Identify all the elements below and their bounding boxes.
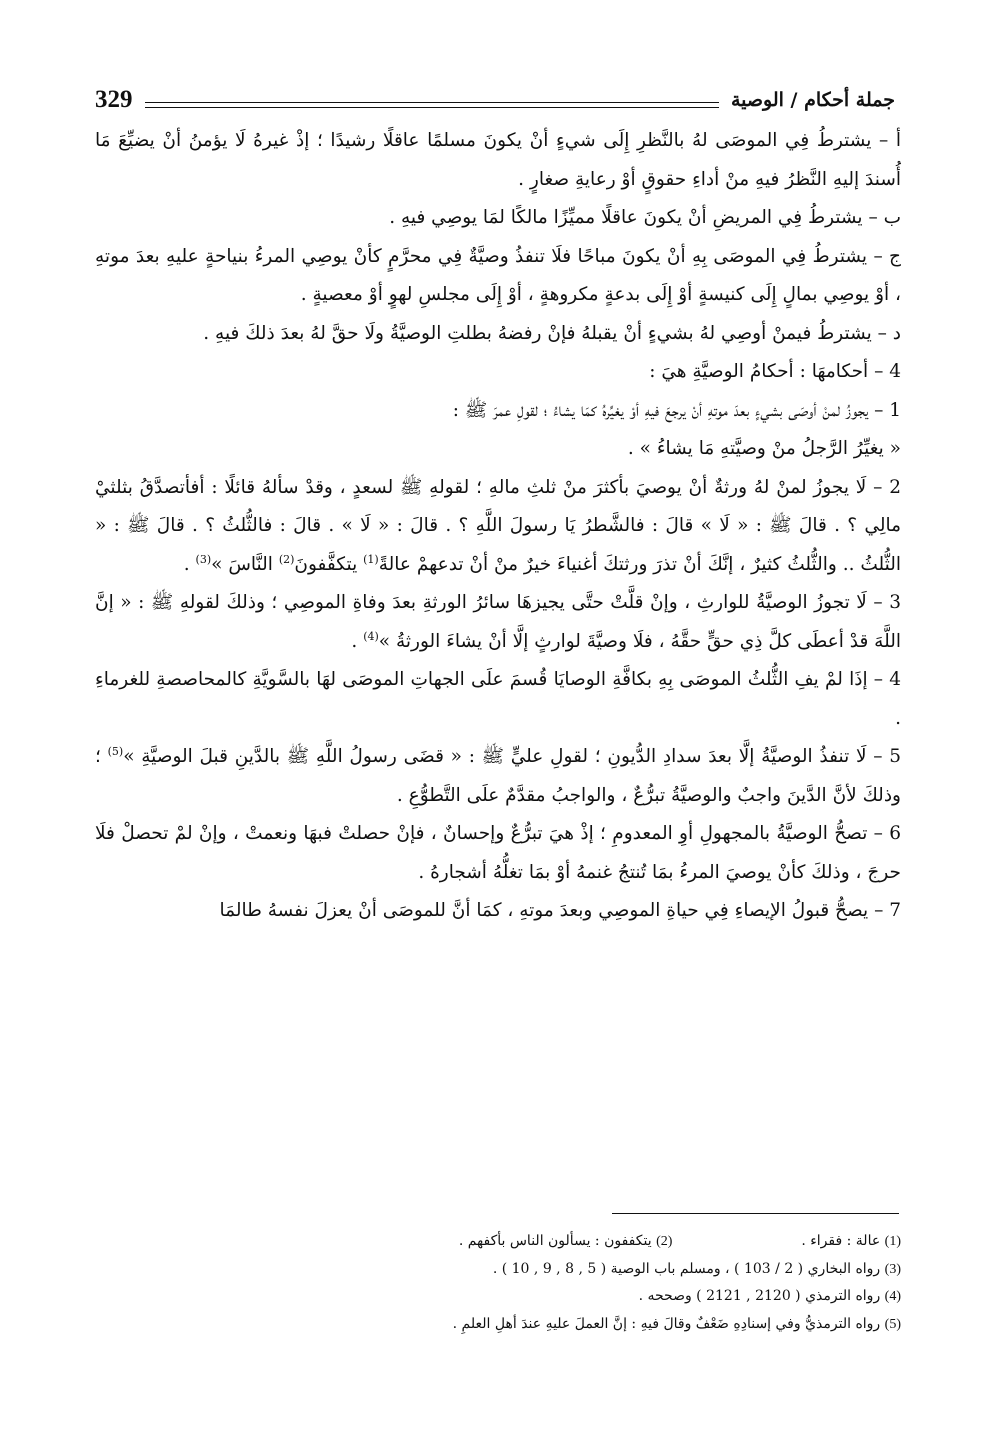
footnotes: [95, 1228, 901, 1338]
ruling-5-text: 5 – لَا تنفذُ الوصيَّةُ إلَّا بعدَ سدادِ الدُّيونِ ؛ لقولِ عليٍّ ﷺ : « قضَى رسولُ اللَّهِ ﷺ بالدَّينِ قبلَ الوصيَّةِ »: [123, 746, 902, 767]
footnote-3: رواه البخاري ( 2 / 103 ) ، ومسلم باب الوصية ( 5 , 8 , 9 , 10 ) .: [492, 1260, 881, 1277]
note-marker-2: (2): [278, 552, 295, 566]
paragraph-ruling-5: [95, 738, 901, 815]
footnote-rule: [612, 1213, 899, 1214]
note-marker-1: (1): [363, 552, 379, 566]
note-marker-4: (4): [363, 629, 379, 643]
paragraph-ruling-6: 6 – تصحُّ الوصيَّةُ بالمجهولِ أوِ المعدومِ ؛ إذْ هيَ تبرُّعٌ وإحسانٌ ، فإنْ حصلتْ فبهَا ونعمتْ ، وإنْ لمْ تحصلْ فلَا حرجَ ، وذلكَ كأنْ يوصيَ المرءُ بمَا تُنتجُ غنمهُ أوْ بمَا تغلُّهُ أشجارهُ .: [95, 823, 901, 883]
ruling-3-text: 3 – لَا تجوزُ الوصيَّةُ للوارثِ ، وإنْ قلَّتْ حتَّى يجيزهَا سائرُ الورثةِ بعدَ وفاةِ الموصِي ؛ وذلكَ لقولهِ ﷺ : « إنَّ اللَّهَ قدْ أعطَى كلَّ ذِي حقٍّ حقَّهُ ، فلَا وصيَّةَ لوارثٍ إلَّا أنْ يشاءَ الورثةُ »: [95, 592, 901, 652]
paragraph-ruling-4: 4 – إذَا لمْ يفِ الثُّلثُ الموصَى بِهِ بكافَّةِ الوصايَا قُسمَ علَى الجهاتِ الموصَى لهَا بالسَّويَّةِ كالمحاصصةِ للغرماءِ .: [95, 669, 901, 729]
ruling-2-text: 2 – لَا يجوزُ لمنْ لهُ ورثةٌ أنْ يوصيَ بأكثرَ منْ ثلثِ مالهِ ؛ لقولهِ ﷺ لسعدٍ ، وقدْ سألهُ قائلًا : أفأتصدَّقُ بثلثيْ مالِي ؟ . قالَ ﷺ : « لَا » قالَ : فالشَّطرُ يَا رسولَ اللَّهِ ؟ . قالَ : « لَا » . قالَ : فالثُّلثُ ؟ . قالَ ﷺ : « الثُّلثُ .. والثُّلثُ كثيرٌ ، إنَّكَ أنْ تذرَ ورثتكَ أغنياءَ خيرٌ منْ أنْ تدعهمْ عالةً: [95, 476, 901, 575]
footnote-line-3: [95, 1256, 901, 1284]
paragraph-condition-a: أ – يشترطُ فِي الموصَى لهُ بالنَّظرِ إِلَى شيءٍ أنْ يكونَ مسلمًا عاقلًا رشيدًا ؛ إذْ غيرهُ لَا يؤمنُ أنْ يضيِّعَ مَا أُسندَ إليهِ النَّظرُ فيهِ منْ أداءِ حقوقٍ أوْ رعايةِ صغارٍ .: [95, 130, 901, 190]
ruling-2-text-cont: يتكفَّفونَ: [294, 553, 364, 575]
footnote-1: عالة : فقراء .: [801, 1233, 881, 1249]
footnote-number-5: (5): [884, 1316, 901, 1332]
paragraph-ruling-7: 7 – يصحُّ قبولُ الإيصاءِ فِي حياةِ الموصِي وبعدَ موتهِ ، كمَا أنَّ للموصَى أنْ يعزلَ نفسهُ طالمَا: [219, 900, 901, 921]
header-rule: [145, 102, 720, 108]
running-title: جملة أحكام / الوصية: [731, 89, 895, 111]
footnote-line-4: [95, 1283, 901, 1311]
paragraph-ruling-1: 1 – يجوزُ لمنْ أوصَى بشيءٍ بعدَ موتهِ أنْ يرجعَ فيهِ أوْ يغيِّرهُ كمَا يشاءُ ؛ لقولِ عمرَ ﷺ :: [452, 399, 901, 421]
note-marker-5: (5): [107, 744, 124, 758]
footnote-2: يتكففون : يسألون الناس بأكفهم .: [458, 1233, 652, 1249]
paragraph-condition-b: ب – يشترطُ فِي المريضِ أنْ يكونَ عاقلًا مميِّزًا مالكًا لمَا يوصِي فيهِ .: [389, 207, 901, 228]
footnote-line-1-2: [95, 1228, 901, 1256]
footnote-5: رواه الترمذيُّ وفي إسنادِهِ ضَعْفٌ وقالَ فيهِ : إنَّ العملَ عليهِ عندَ أهلِ العلمِ .: [452, 1315, 881, 1332]
paragraph-ruling-2: [95, 469, 901, 585]
paragraph-condition-d: د – يشترطُ فيمنْ أوصِي لهُ بشيءٍ أنْ يقبلهُ فإنْ رفضهُ بطلتِ الوصيَّةُ ولَا حقَّ لهُ بعدَ ذلكَ فيهِ .: [203, 322, 901, 344]
section-heading-rulings: 4 – أحكامهَا : أحكامُ الوصيَّةِ هيَ :: [649, 361, 901, 382]
paragraph-ruling-3: [95, 584, 901, 661]
paragraph-condition-c: ج – يشترطُ فِي الموصَى بِهِ أنْ يكونَ مباحًا فلَا تنفذُ وصيَّةٌ فِي محرَّمٍ كأنْ يوصِي المرءُ بنياحةٍ عليهِ بعدَ موتهِ ، أوْ يوصِي بمالٍ إِلَى كنيسةٍ أوْ إِلَى بدعةٍ مكروهةٍ ، أوْ إِلَى مجلسِ لهوٍ أوْ معصيةٍ .: [95, 245, 901, 305]
ruling-2-text-end: النَّاسَ »: [211, 553, 279, 575]
page-number: 329: [95, 86, 133, 113]
footnote-line-5: [95, 1311, 901, 1339]
ruling-2-period: .: [183, 553, 196, 575]
footnote-number-4: (4): [884, 1289, 901, 1304]
main-text: [95, 122, 901, 931]
ruling-3-period: .: [351, 630, 364, 652]
ruling-5-text-cont: ؛ وذلكَ لأنَّ الدَّينَ واجبٌ والوصيَّةُ تبرُّعٌ ، والواجبُ مقدَّمٌ علَى التَّطوُّعِ .: [95, 746, 901, 806]
footnote-4: رواه الترمذي ( 2120 , 2121 ) وصححه .: [638, 1288, 881, 1304]
page-header: [95, 82, 895, 114]
footnote-number-2: (2): [656, 1234, 673, 1249]
footnote-number-3: (3): [884, 1261, 901, 1277]
quote-umar: « يغيِّرُ الرَّجلُ منْ وصيَّتهِ مَا يشاءُ » .: [627, 438, 901, 459]
note-marker-3: (3): [195, 552, 212, 566]
footnote-number-1: (1): [884, 1234, 901, 1249]
